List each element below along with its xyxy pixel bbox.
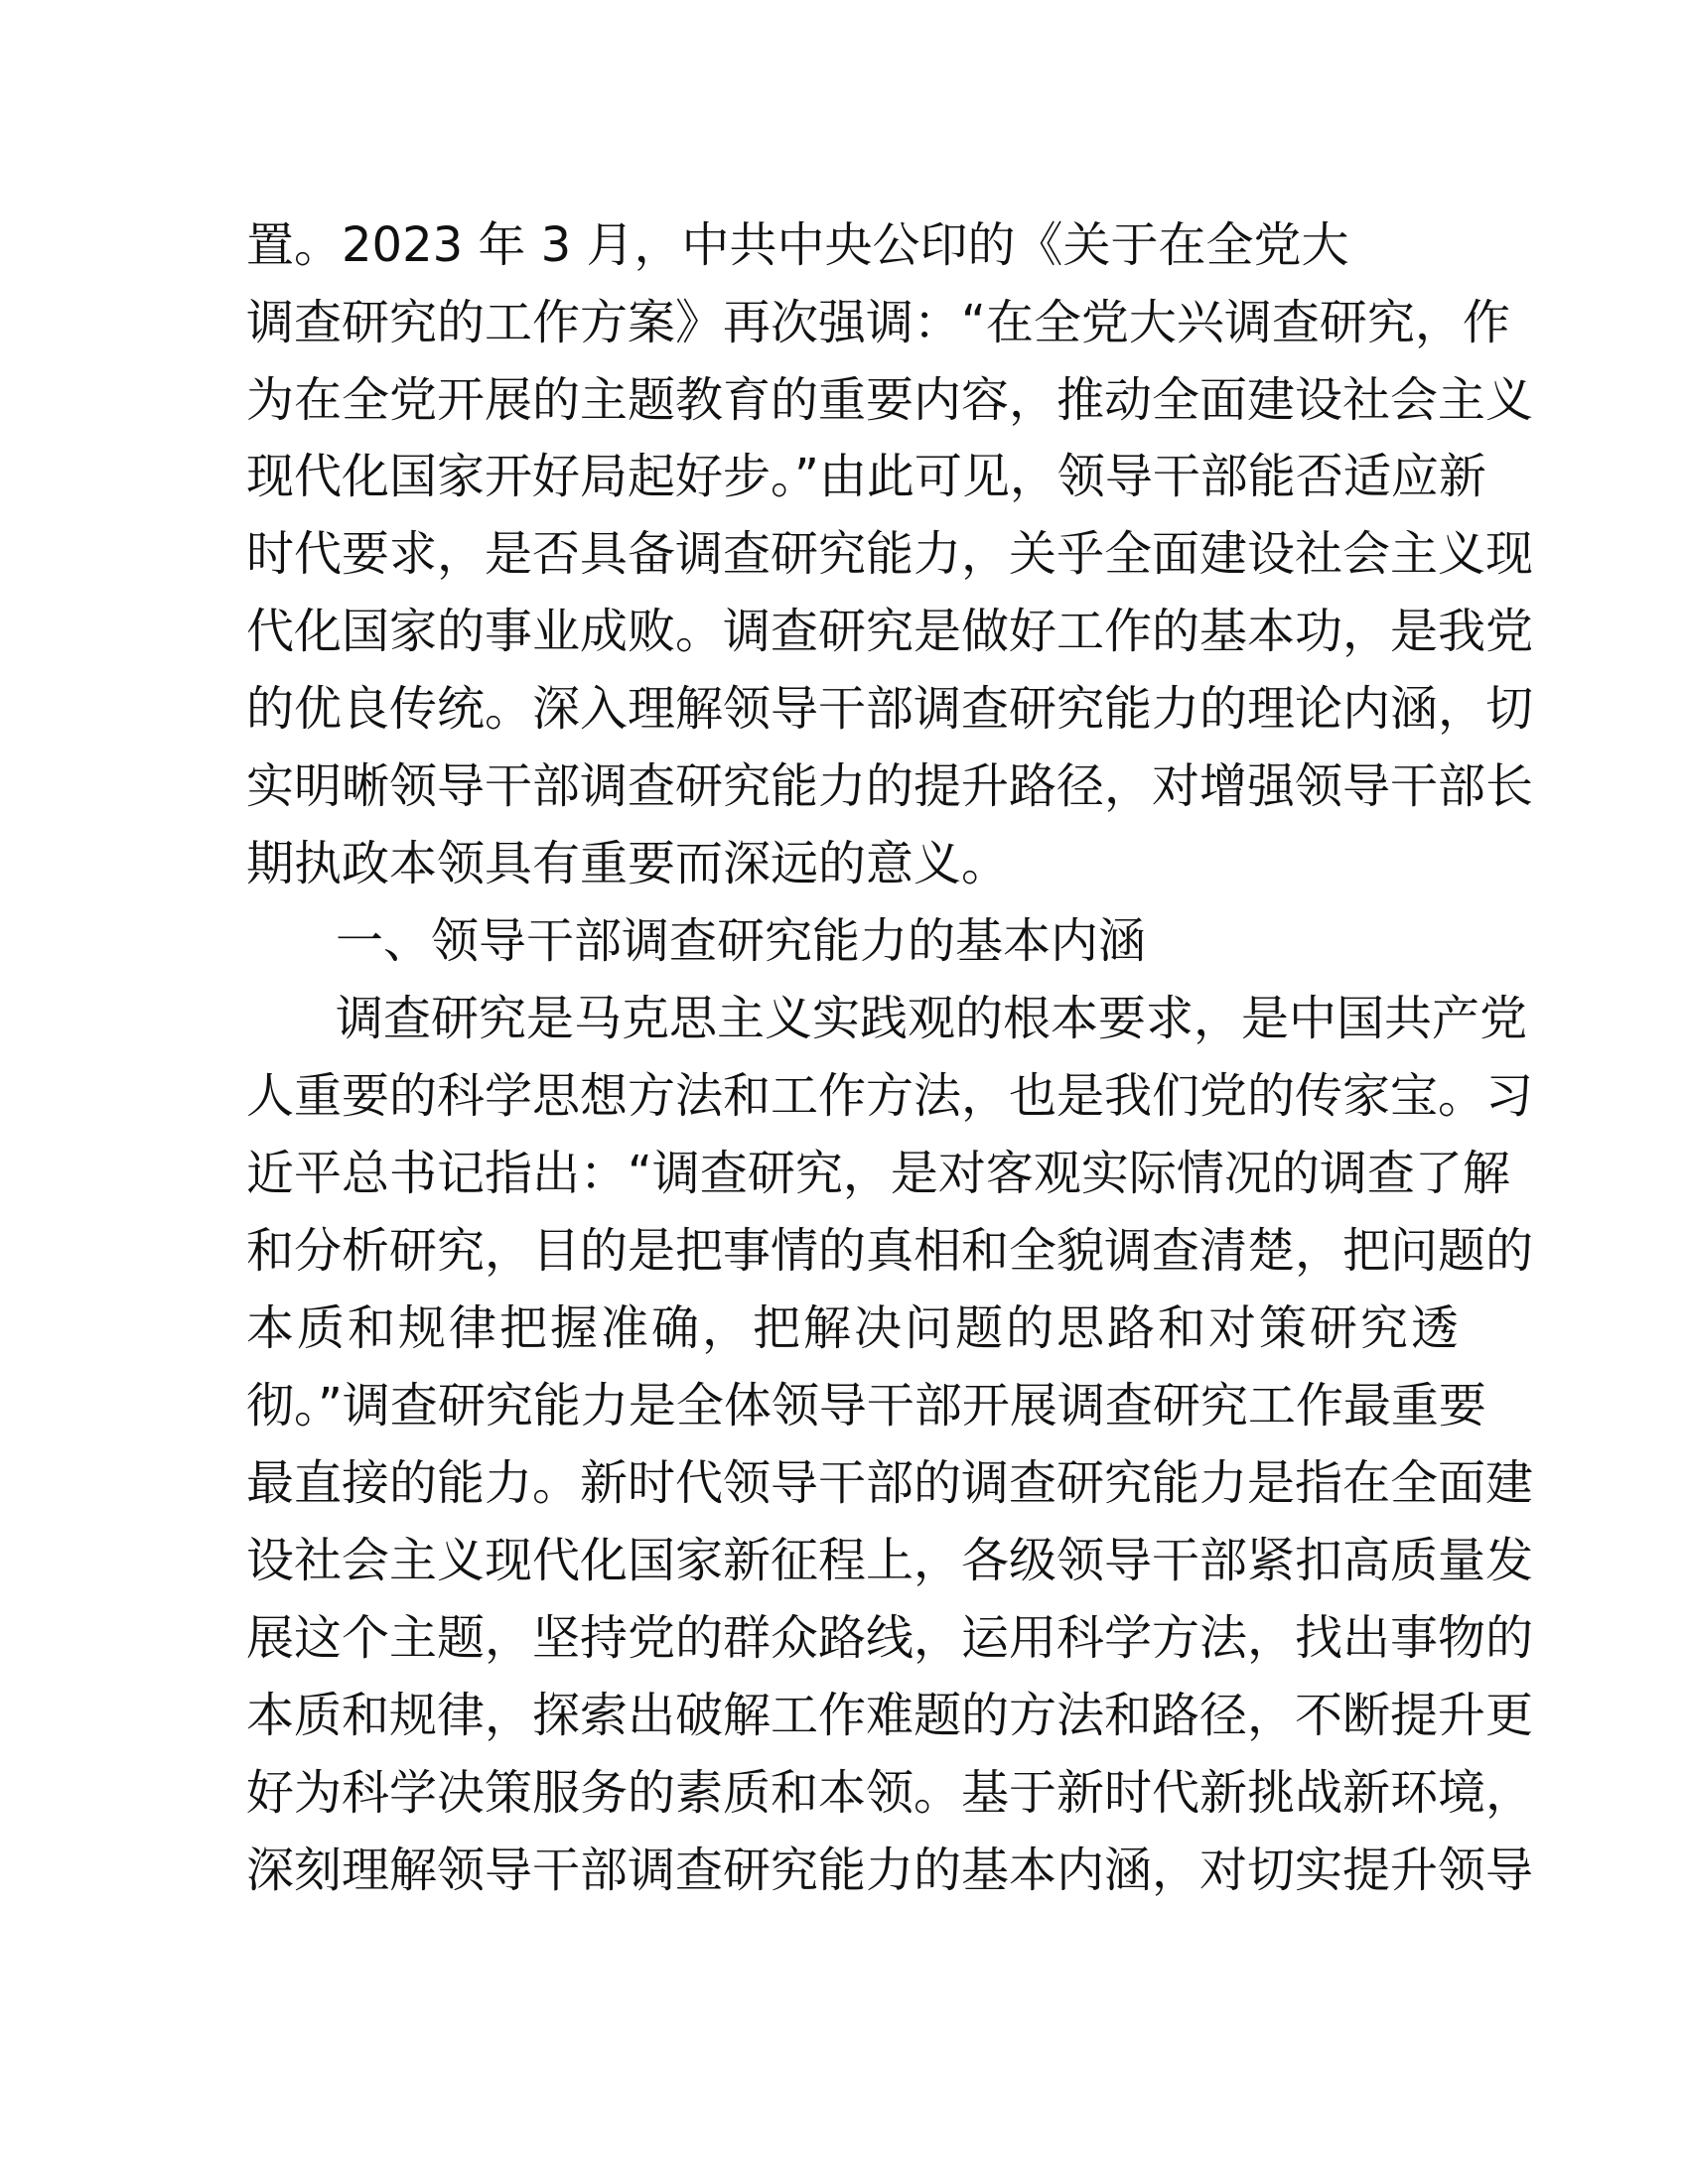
text-line: 彻。”调查研究能力是全体领导干部开展调查研究工作最重要 (246, 1378, 1486, 1433)
text-line: 代化国家的事业成败。调查研究是做好工作的基本功，是我党 (246, 604, 1534, 659)
section-heading: 一、领导干部调查研究能力的基本内涵 (336, 913, 1147, 969)
text-line: 人重要的科学思想方法和工作方法，也是我们党的传家宝。习 (246, 1068, 1534, 1124)
text-line: 好为科学决策服务的素质和本领。基于新时代新挑战新环境， (246, 1765, 1534, 1821)
text-line: 时代要求，是否具备调查研究能力，关乎全面建设社会主义现 (246, 526, 1534, 582)
text-line: 最直接的能力。新时代领导干部的调查研究能力是指在全面建 (246, 1455, 1534, 1511)
text-line: 调查研究是马克思主义实践观的根本要求，是中国共产党 (336, 991, 1528, 1046)
text-line: 的优良传统。深入理解领导干部调查研究能力的理论内涵，切 (246, 681, 1534, 737)
text-line: 调查研究的工作方案》再次强调：“在全党大兴调查研究，作 (246, 295, 1510, 350)
text-line: 实明晰领导干部调查研究能力的提升路径，对增强领导干部长 (246, 758, 1534, 814)
text-line: 本质和规律，探索出破解工作难题的方法和路径，不断提升更 (246, 1688, 1534, 1743)
text-line: 和分析研究，目的是把事情的真相和全貌调查清楚，把问题的 (246, 1223, 1534, 1279)
text-line: 期执政本领具有重要而深远的意义。 (246, 836, 1010, 891)
text-line: 为在全党开展的主题教育的重要内容，推动全面建设社会主义 (246, 372, 1534, 428)
text-line: 置。2023 年 3 月，中共中央公印的《关于在全党大 (246, 217, 1349, 273)
text-line: 本质和规律把握准确，把解决问题的思路和对策研究透 (246, 1300, 1463, 1356)
text-line: 深刻理解领导干部调查研究能力的基本内涵，对切实提升领导 (246, 1843, 1534, 1898)
text-line: 现代化国家开好局起好步。”由此可见，领导干部能否适应新 (246, 449, 1486, 504)
text-line: 展这个主题，坚持党的群众路线，运用科学方法，找出事物的 (246, 1610, 1534, 1666)
text-line: 设社会主义现代化国家新征程上，各级领导干部紧扣高质量发 (246, 1533, 1534, 1588)
text-line: 近平总书记指出：“调查研究，是对客观实际情况的调查了解 (246, 1146, 1510, 1201)
